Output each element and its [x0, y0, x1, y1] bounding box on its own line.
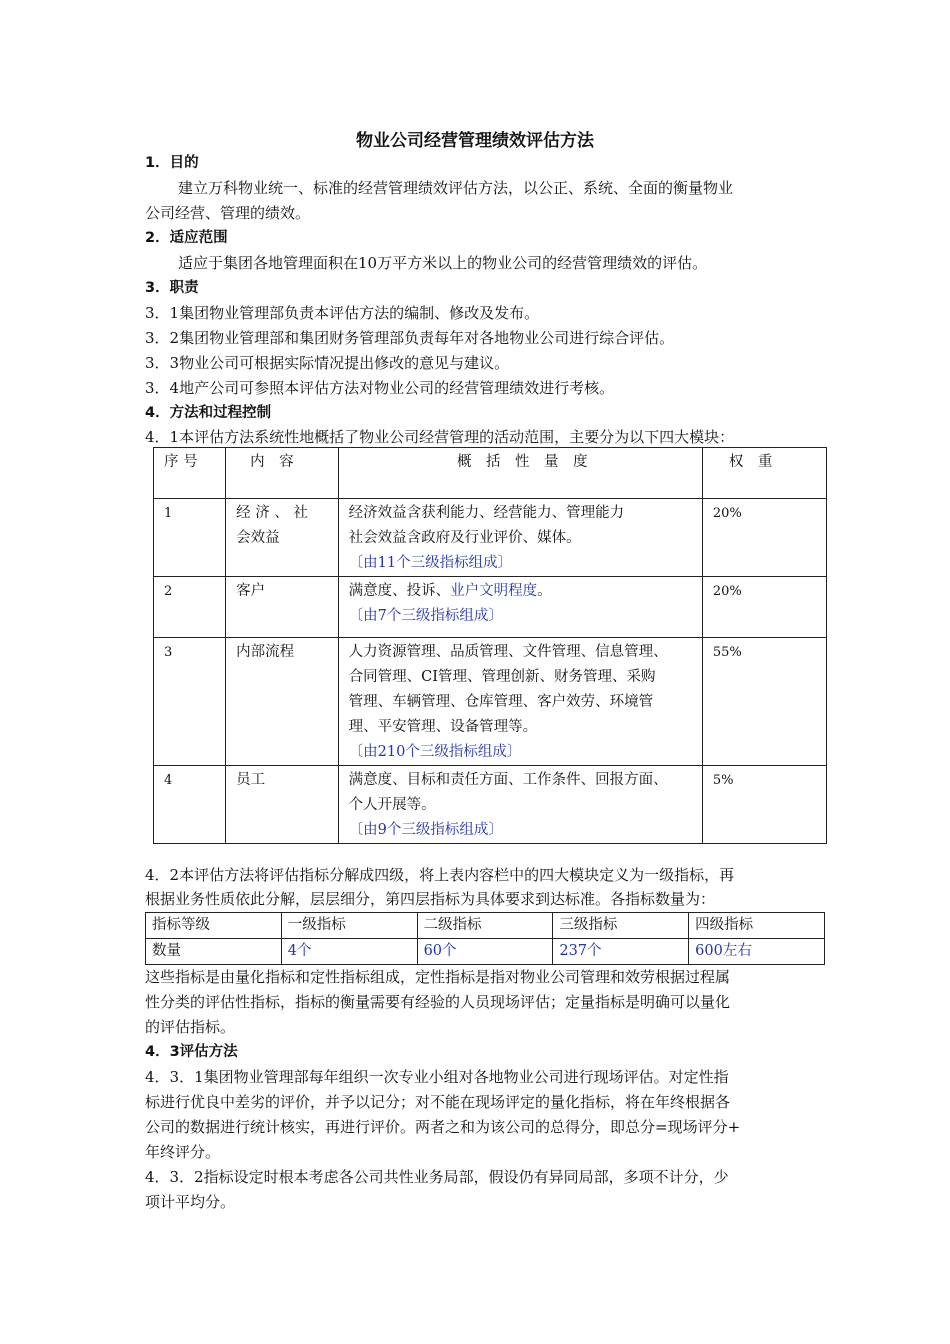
- header-no: 序 号: [154, 448, 226, 499]
- row-no: 1: [154, 499, 226, 577]
- section-4-3-1-text: 4．3．1集团物业管理部每年组织一次专业小组对各地物业公司进行现场评估。对定性指: [145, 1068, 729, 1086]
- row-content-line: 会效益: [236, 530, 280, 546]
- table-row: [154, 499, 827, 577]
- section-4-3-1-text-cont: 年终评分。: [145, 1143, 221, 1161]
- row-weight: 55%: [702, 638, 826, 766]
- table-row: [154, 638, 827, 766]
- table-header-row: [154, 448, 827, 499]
- row-content-line: 经 济 、 社: [236, 505, 308, 521]
- indicator-explanation: 这些指标是由量化指标和定性指标组成，定性指标是指对物业公司管理和效劳根据过程属: [145, 968, 731, 986]
- row-weight: 20%: [702, 499, 826, 577]
- section-1-text: 建立万科物业统一、标准的经营管理绩效评估方法，以公正、系统、全面的衡量物业: [178, 179, 734, 197]
- row-content: [226, 499, 339, 577]
- section-3-item: 3．4地产公司可参照本评估方法对物业公司的经营管理绩效进行考核。: [145, 379, 615, 397]
- section-3-item: 3．1集团物业管理部负责本评估方法的编制、修改及发布。: [145, 304, 540, 322]
- indicator-note: 〔由210个三级指标组成〕: [348, 744, 522, 760]
- section-4-heading: 4．方法和过程控制: [145, 405, 272, 421]
- modules-table: [153, 447, 827, 844]
- row-description: [338, 766, 702, 844]
- row-description: [338, 499, 702, 577]
- table-row: [154, 766, 827, 844]
- section-4-3-heading: 4．3评估方法: [145, 1044, 238, 1060]
- header-description: 概 括 性 量 度: [338, 448, 702, 499]
- indicator-explanation-cont: 性分类的评估性指标，指标的衡量需要有经验的人员现场评估；定量指标是明确可以量化: [145, 993, 731, 1011]
- desc-line: 经济效益含获利能力、经营能力、管理能力: [348, 505, 625, 521]
- section-3-item: 3．2集团物业管理部和集团财务管理部负责每年对各地物业公司进行综合评估。: [145, 329, 675, 347]
- section-4-3-2-text-cont: 项计平均分。: [145, 1193, 236, 1211]
- section-3-item: 3．3物业公司可根据实际情况提出修改的意见与建议。: [145, 354, 510, 372]
- desc-line: 个人开展等。: [348, 797, 436, 813]
- document-title: 物业公司经营管理绩效评估方法: [356, 131, 594, 151]
- desc-line: 理、平安管理、设备管理等。: [348, 719, 538, 735]
- desc-line: 社会效益含政府及行业评价、媒体。: [348, 530, 581, 546]
- desc-line: 管理、车辆管理、仓库管理、客户效劳、环境管: [348, 694, 654, 710]
- desc-highlight: 业户文明程度: [450, 583, 538, 599]
- level-3: 三级指标: [553, 913, 689, 939]
- level-2: 二级指标: [417, 913, 553, 939]
- header-weight: 权 重: [702, 448, 826, 499]
- level-label: 指标等级: [146, 913, 282, 939]
- row-description: [338, 577, 702, 638]
- section-4-3-2-text: 4．3．2指标设定时根本考虑各公司共性业务局部，假设仍有异同局部，多项不计分，少: [145, 1168, 729, 1186]
- row-no: 3: [154, 638, 226, 766]
- desc-text: 满意度、投诉、: [348, 583, 451, 599]
- table-row: [154, 577, 827, 638]
- row-no: 2: [154, 577, 226, 638]
- level-4: 四级指标: [689, 913, 825, 939]
- section-2-heading: 2．适应范围: [145, 230, 228, 246]
- count-table-row: [146, 939, 825, 965]
- row-content: 客户: [226, 577, 339, 638]
- quantity-level-3: 237个: [553, 939, 689, 965]
- quantity-level-4: 600左右: [689, 939, 825, 965]
- quantity-label: 数量: [146, 939, 282, 965]
- indicator-note: 〔由7个三级指标组成〕: [348, 608, 503, 624]
- desc-line: 人力资源管理、品质管理、文件管理、信息管理、: [348, 644, 668, 660]
- indicator-count-table: [145, 912, 825, 965]
- section-4-3-1-text-cont: 公司的数据进行统计核实，再进行评价。两者之和为该公司的总得分，即总分=现场评分+: [145, 1118, 741, 1136]
- section-2-text: 适应于集团各地管理面积在10万平方米以上的物业公司的经营管理绩效的评估。: [178, 254, 708, 272]
- header-content: 内 容: [226, 448, 339, 499]
- indicator-note: 〔由9个三级指标组成〕: [348, 822, 503, 838]
- section-4-1-text: 4．1本评估方法系统性地概括了物业公司经营管理的活动范围，主要分为以下四大模块：: [145, 428, 735, 446]
- desc-line: 满意度、目标和责任方面、工作条件、回报方面、: [348, 772, 668, 788]
- indicator-explanation-cont: 的评估指标。: [145, 1018, 236, 1036]
- desc-text-tail: 。: [537, 583, 552, 599]
- section-1-heading: 1．目的: [145, 155, 199, 171]
- indicator-note: 〔由11个三级指标组成〕: [348, 555, 513, 571]
- row-content: 员工: [226, 766, 339, 844]
- quantity-level-2: 60个: [417, 939, 553, 965]
- count-table-header: [146, 913, 825, 939]
- row-description: [338, 638, 702, 766]
- desc-line: [349, 579, 696, 604]
- section-1-text-cont: 公司经营、管理的绩效。: [145, 204, 311, 222]
- desc-line: 合同管理、CI管理、管理创新、财务管理、采购: [348, 669, 656, 685]
- section-4-2-text: 4．2本评估方法将评估指标分解成四级，将上表内容栏中的四大模块定义为一级指标，再: [145, 866, 735, 884]
- row-weight: 5%: [702, 766, 826, 844]
- row-no: 4: [154, 766, 226, 844]
- section-4-2-text-cont: 根据业务性质依此分解，层层细分，第四层指标为具体要求到达标准。各指标数量为：: [145, 890, 716, 908]
- quantity-level-1: 4个: [281, 939, 417, 965]
- row-weight: 20%: [702, 577, 826, 638]
- level-1: 一级指标: [281, 913, 417, 939]
- row-content: 内部流程: [226, 638, 339, 766]
- section-3-heading: 3．职责: [145, 280, 199, 296]
- section-4-3-1-text-cont: 标进行优良中差劣的评价，并予以记分；对不能在现场评定的量化指标，将在年终根据各: [145, 1093, 731, 1111]
